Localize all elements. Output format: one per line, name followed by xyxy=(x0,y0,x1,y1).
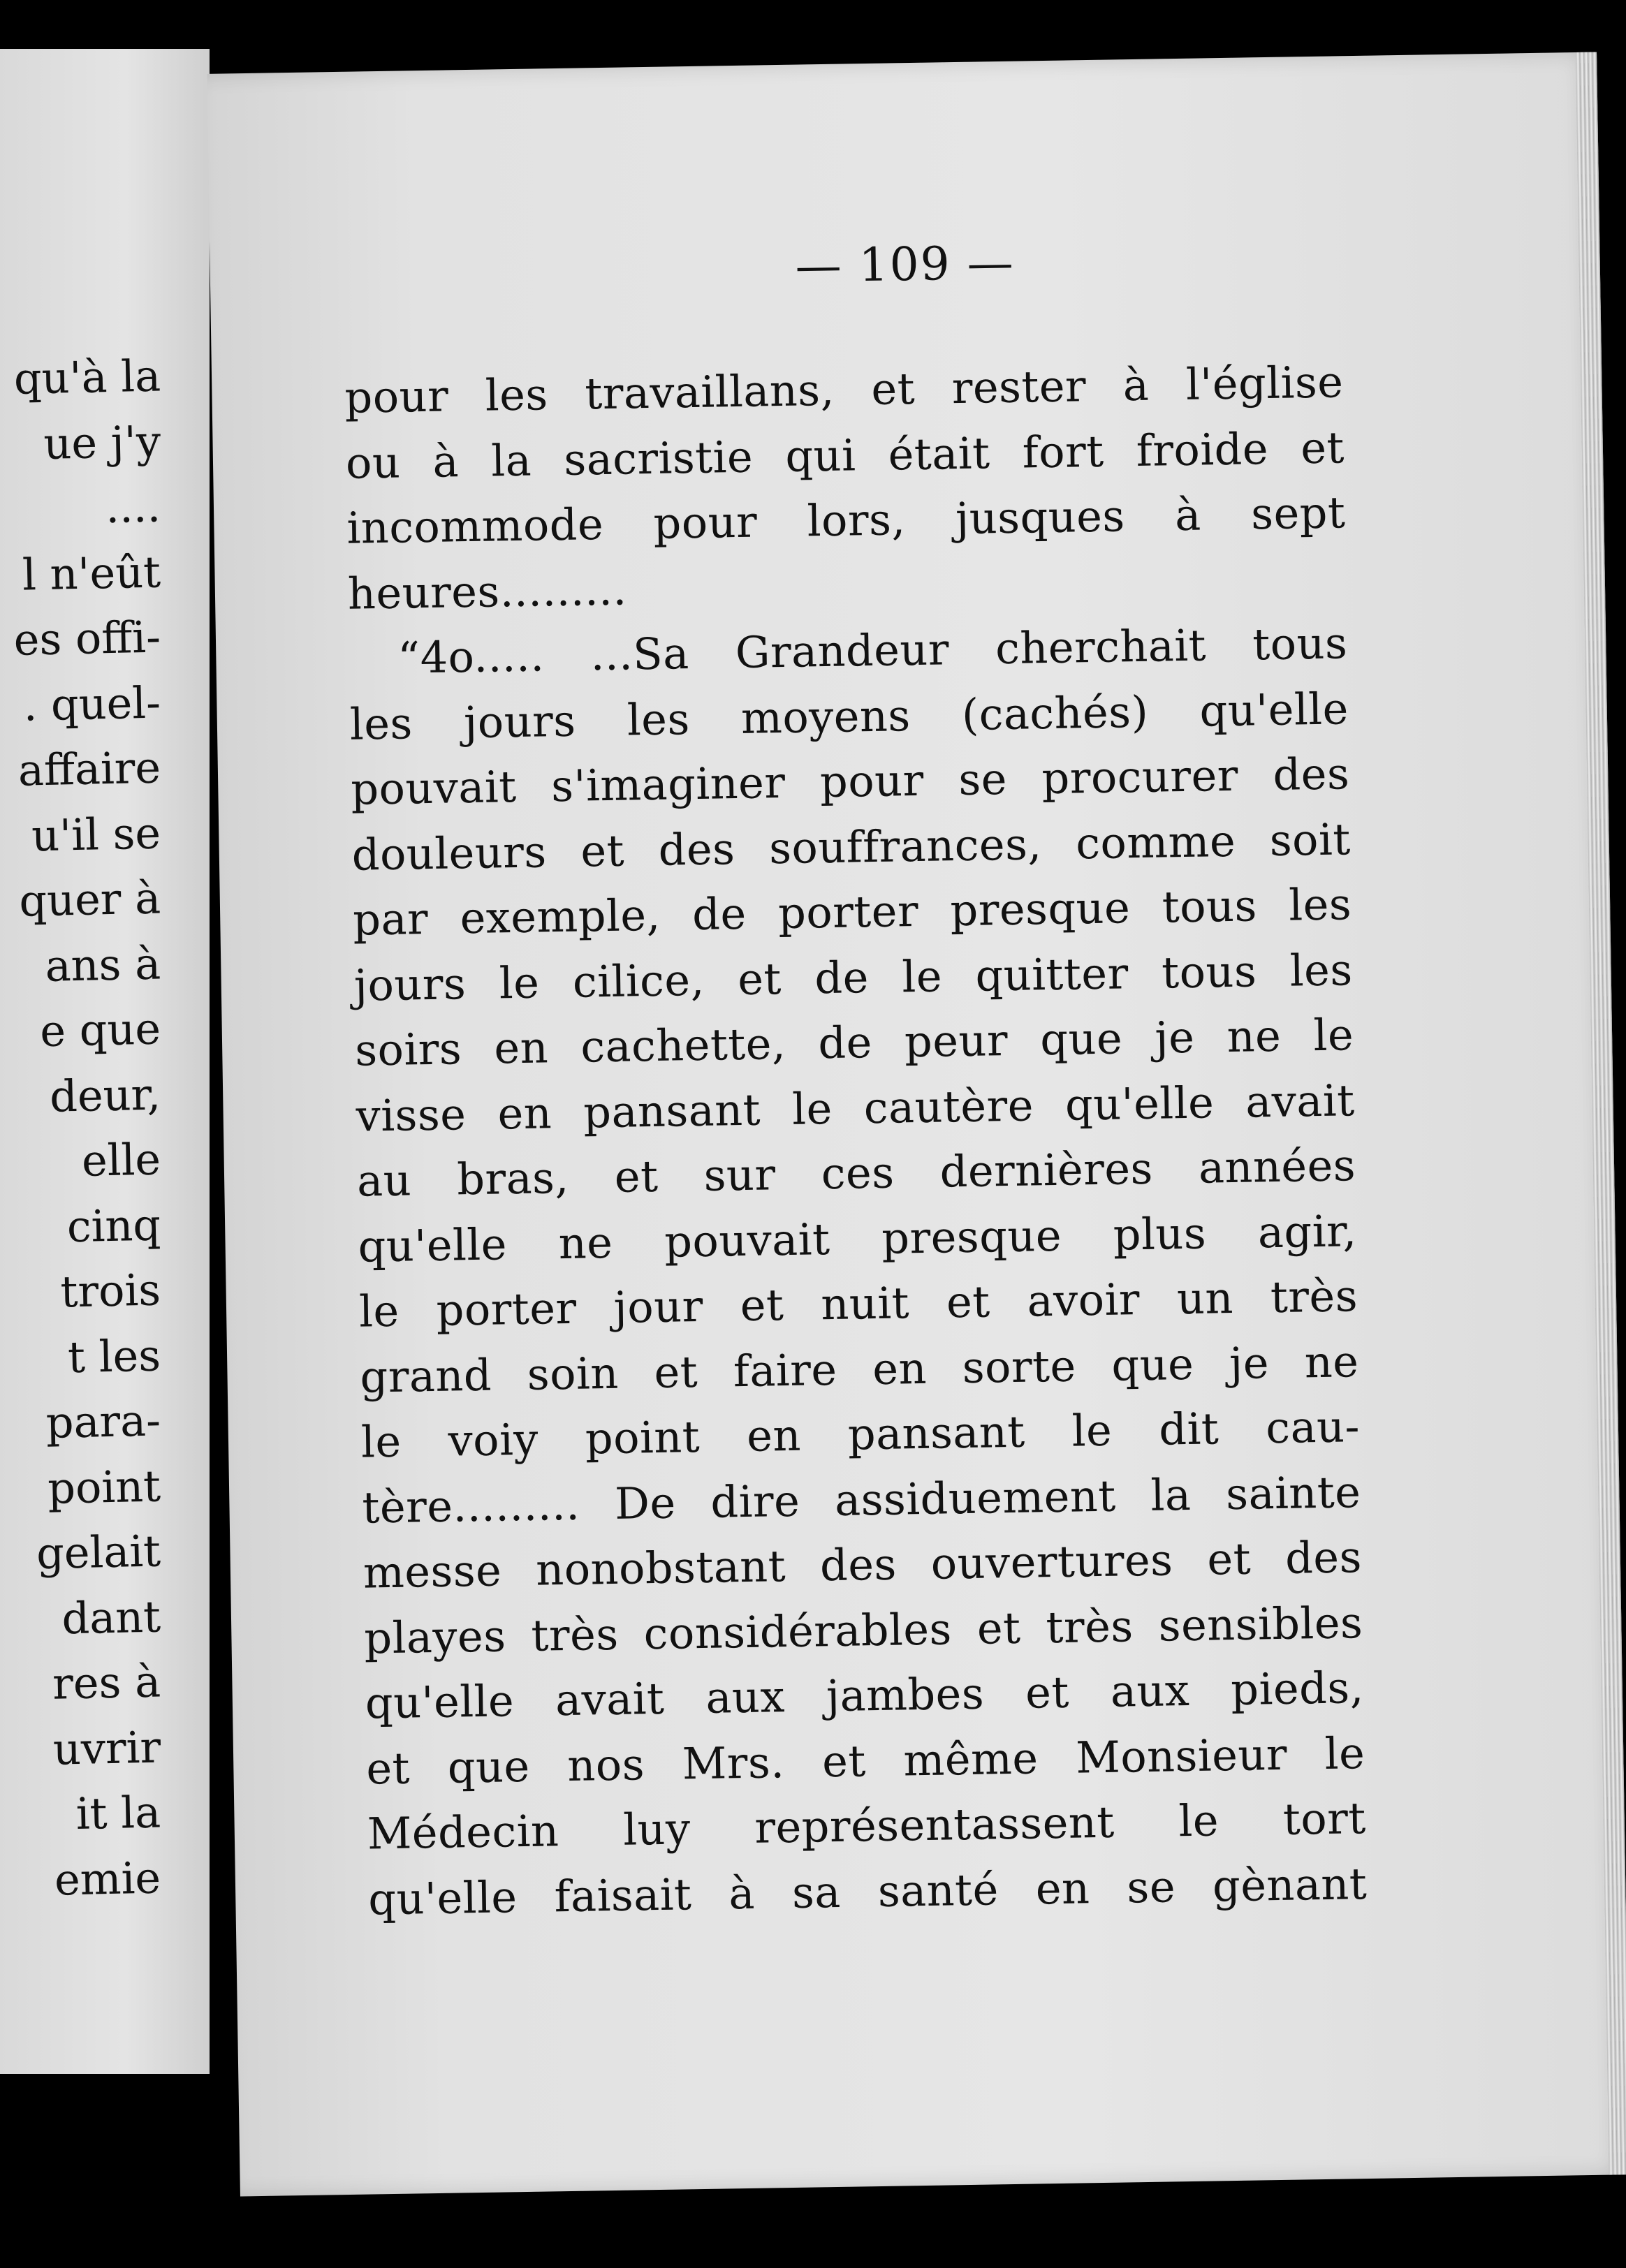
text-line: pour les travaillans, et rester à l'église xyxy=(344,356,1344,423)
left-line: point xyxy=(47,1459,161,1514)
left-line: qu'à la xyxy=(13,350,161,404)
text-line: “4o..... ...Sa Grandeur cherchait tous xyxy=(397,617,1348,684)
page-body-text xyxy=(344,349,1368,1931)
text-line: messe nonobstant des ouvertures et des xyxy=(362,1531,1363,1598)
text-line: qu'elle faisait à sa santé en se gènant xyxy=(367,1857,1368,1925)
left-line: .... xyxy=(105,480,161,533)
right-page xyxy=(207,52,1626,2197)
left-line: emie xyxy=(54,1851,161,1906)
page-number: — 109 — xyxy=(795,235,1016,293)
text-line: pouvait s'imaginer pour se procurer des xyxy=(350,748,1350,815)
text-line: douleurs et des souffrances, comme soit xyxy=(351,813,1352,881)
text-line: le porter jour et nuit et avoir un très xyxy=(358,1270,1358,1337)
left-line: . quel- xyxy=(22,676,161,731)
left-line: ue j'y xyxy=(43,415,161,469)
left-line: cinq xyxy=(66,1198,161,1252)
text-line: tère......... De dire assiduement la sainte xyxy=(361,1466,1361,1533)
left-line: uvrir xyxy=(52,1721,161,1775)
text-line: Médecin luy représentassent le tort xyxy=(367,1792,1367,1860)
text-line: visse en pansant le cautère qu'elle avait xyxy=(356,1074,1356,1142)
left-line: e que xyxy=(39,1003,161,1057)
text-line: soirs en cachette, de peur que je ne le xyxy=(354,1009,1354,1076)
text-line: incommode pour lors, jusques à sept xyxy=(346,487,1346,554)
text-line: heures......... xyxy=(347,563,628,619)
left-page-text xyxy=(0,342,210,1909)
text-line: grand soin et faire en sorte que je ne xyxy=(360,1335,1359,1403)
text-line: et que nos Mrs. et même Monsieur le xyxy=(365,1727,1365,1795)
left-line: quer à xyxy=(18,872,161,927)
left-line: res à xyxy=(52,1656,161,1709)
text-line: qu'elle avait aux jambes et aux pieds, xyxy=(365,1662,1365,1729)
left-line: para- xyxy=(45,1394,161,1448)
text-line: par exemple, de porter presque tous les xyxy=(352,878,1352,945)
left-line: it la xyxy=(75,1786,161,1839)
left-line: es offi- xyxy=(13,611,161,665)
left-line: gelait xyxy=(36,1525,161,1580)
left-line: t les xyxy=(67,1329,161,1383)
text-line: jours le cilice, et de le quitter tous les xyxy=(353,943,1354,1011)
left-line: u'il se xyxy=(31,807,161,861)
left-line: dant xyxy=(61,1590,161,1644)
left-line: elle xyxy=(81,1133,161,1186)
text-line: au bras, et sur ces dernières années xyxy=(356,1140,1356,1207)
text-line: qu'elle ne pouvait presque plus agir, xyxy=(358,1205,1358,1272)
text-line: les jours les moyens (cachés) qu'elle xyxy=(349,682,1349,750)
left-line: trois xyxy=(59,1264,161,1318)
text-line: le voiy point en pansant le dit cau- xyxy=(360,1401,1361,1468)
text-line: ou à la sacristie qui était fort froide et xyxy=(345,421,1345,489)
left-line: affaire xyxy=(17,742,161,796)
left-line: ans à xyxy=(44,937,161,992)
text-line: playes très considérables et très sensibles xyxy=(363,1596,1363,1664)
left-page-fragment xyxy=(0,49,210,2074)
left-line: l n'eût xyxy=(22,545,161,601)
page-edge-stack xyxy=(1576,52,1626,2175)
left-line: deur, xyxy=(49,1068,161,1122)
